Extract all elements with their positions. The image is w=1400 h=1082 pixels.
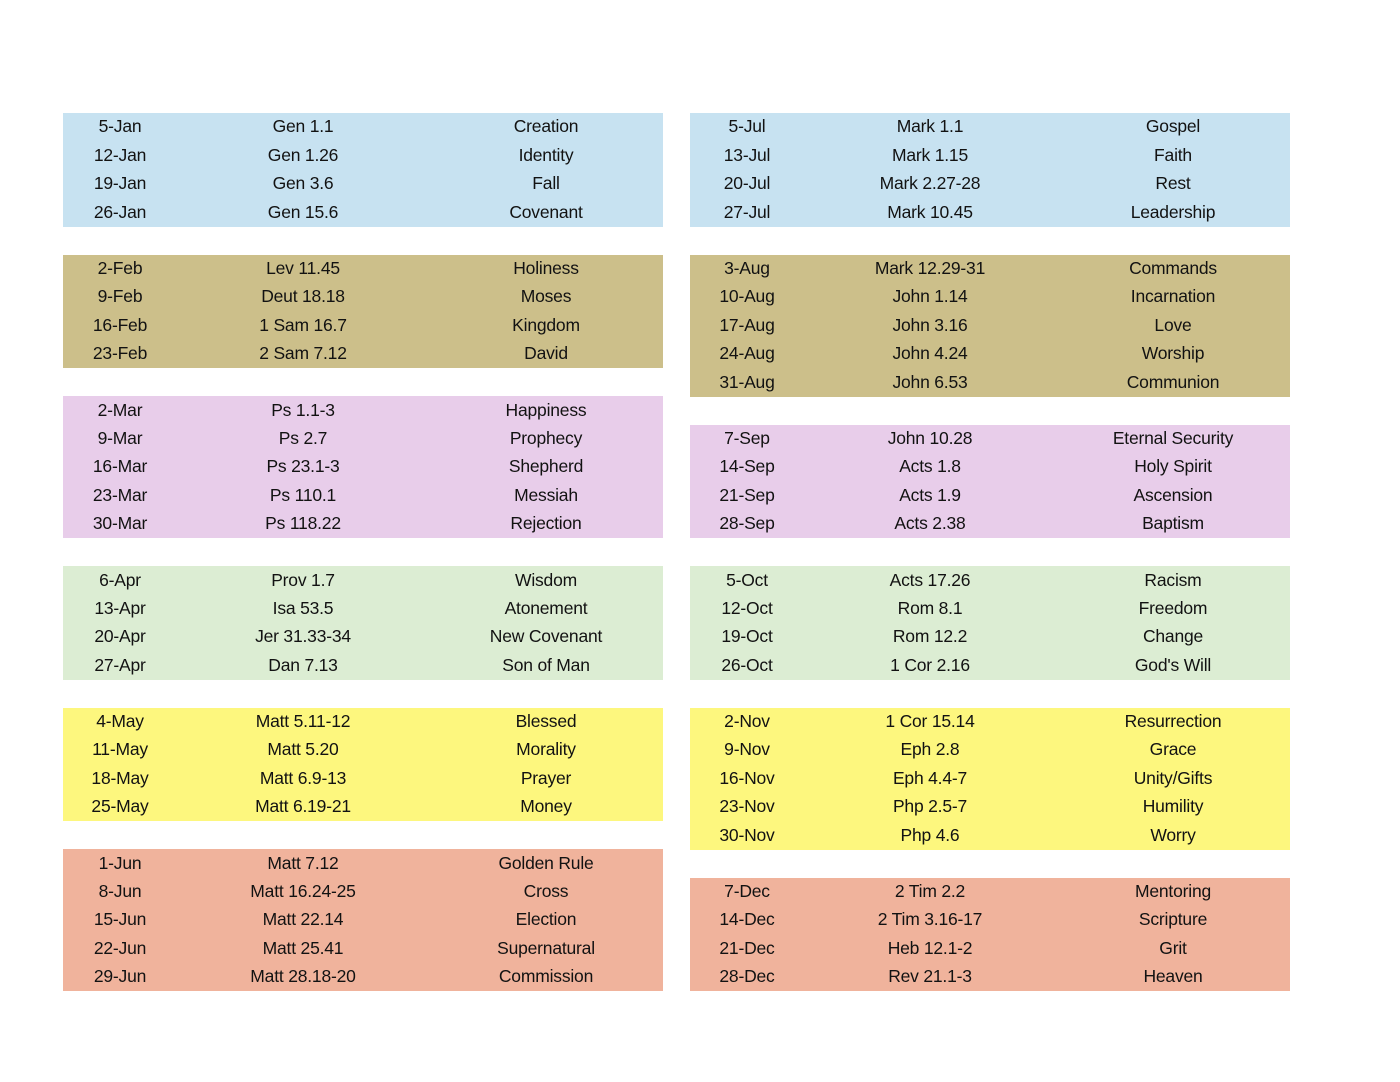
topic-cell: Humility — [1142, 796, 1204, 817]
schedule-row — [63, 255, 663, 283]
date-cell: 17-Aug — [719, 314, 775, 335]
schedule-row — [63, 481, 663, 509]
reference-cell: Matt 28.18-20 — [250, 966, 356, 987]
topic-cell: Creation — [513, 116, 579, 137]
reference-cell: Matt 16.24-25 — [250, 881, 356, 902]
date-cell: 16-Nov — [719, 767, 775, 788]
date-cell: 6-Apr — [99, 569, 141, 590]
reference-cell: John 3.16 — [892, 314, 968, 335]
topic-cell: Baptism — [1142, 513, 1204, 534]
schedule-row — [690, 113, 1290, 141]
topic-cell: Blessed — [515, 711, 577, 732]
reference-cell: Prov 1.7 — [271, 569, 335, 590]
month-block-august — [690, 255, 1290, 397]
reference-cell: 2 Tim 2.2 — [894, 881, 966, 902]
topic-cell: Racism — [1144, 569, 1202, 590]
date-cell: 23-Feb — [92, 343, 148, 364]
date-cell: 1-Jun — [98, 852, 142, 873]
schedule-row — [690, 878, 1290, 906]
topic-cell: Freedom — [1138, 597, 1208, 618]
reference-cell: Rom 12.2 — [892, 626, 968, 647]
topic-cell: Holiness — [513, 258, 579, 278]
date-cell: 2-Nov — [724, 711, 770, 732]
date-cell: 22-Jun — [93, 937, 147, 958]
schedule-row — [690, 141, 1290, 169]
reference-cell: Matt 25.41 — [262, 937, 344, 958]
date-cell: 13-Apr — [94, 597, 146, 618]
reference-cell: Ps 118.22 — [265, 513, 341, 534]
date-cell: 9-Nov — [724, 739, 770, 760]
schedule-row — [690, 283, 1290, 311]
topic-cell: Commands — [1129, 258, 1217, 278]
topic-cell: Gospel — [1145, 116, 1201, 137]
reference-cell: Mark 12.29-31 — [874, 258, 986, 278]
schedule-row — [690, 736, 1290, 764]
reference-cell: John 10.28 — [887, 427, 973, 448]
topic-cell: Eternal Security — [1112, 427, 1234, 448]
month-block-april — [63, 566, 663, 680]
topic-cell: Golden Rule — [498, 852, 594, 873]
schedule-row — [690, 425, 1290, 453]
month-block-february — [63, 255, 663, 369]
reference-cell: Mark 2.27-28 — [879, 173, 981, 194]
topic-cell: Supernatural — [497, 937, 595, 958]
date-cell: 21-Sep — [719, 484, 775, 505]
date-cell: 24-Aug — [719, 343, 775, 364]
date-cell: 16-Mar — [92, 456, 148, 477]
date-cell: 20-Jul — [723, 173, 771, 194]
topic-cell: Shepherd — [508, 456, 584, 477]
schedule-row — [63, 283, 663, 311]
topic-cell: Prophecy — [509, 427, 583, 448]
schedule-row — [63, 141, 663, 169]
date-cell: 26-Jan — [93, 201, 147, 222]
date-cell: 9-Mar — [97, 427, 143, 448]
schedule-row — [63, 198, 663, 226]
topic-cell: New Covenant — [489, 626, 603, 647]
date-cell: 8-Jun — [98, 881, 142, 902]
reference-cell: 1 Cor 15.14 — [885, 711, 975, 732]
topic-cell: Kingdom — [512, 314, 580, 335]
date-cell: 30-Mar — [92, 513, 148, 534]
schedule-row — [63, 793, 663, 821]
date-cell: 28-Sep — [719, 513, 775, 534]
topic-cell: Heaven — [1143, 966, 1203, 987]
schedule-row — [690, 594, 1290, 622]
reference-cell: Acts 17.26 — [889, 569, 971, 590]
date-cell: 5-Jan — [98, 116, 142, 137]
reference-cell: Acts 1.9 — [899, 484, 961, 505]
schedule-row — [690, 623, 1290, 651]
month-block-june — [63, 849, 663, 991]
reference-cell: Matt 22.14 — [262, 909, 344, 930]
date-cell: 10-Aug — [719, 286, 775, 307]
date-cell: 26-Oct — [721, 654, 773, 675]
schedule-row — [690, 311, 1290, 339]
reference-cell: 1 Cor 2.16 — [890, 654, 970, 675]
reference-cell: Php 4.6 — [900, 824, 960, 845]
topic-cell: Prayer — [520, 767, 572, 788]
schedule-row — [63, 170, 663, 198]
topic-cell: Messiah — [514, 484, 578, 505]
schedule-row — [690, 170, 1290, 198]
schedule-row — [63, 425, 663, 453]
topic-cell: Cross — [523, 881, 569, 902]
schedule-row — [63, 340, 663, 368]
topic-cell: Identity — [518, 144, 574, 165]
schedule-row — [63, 396, 663, 424]
schedule-row — [63, 963, 663, 991]
month-block-december — [690, 878, 1290, 992]
schedule-row — [690, 906, 1290, 934]
date-cell: 20-Apr — [94, 626, 146, 647]
topic-cell: Election — [515, 909, 577, 930]
schedule-column-first-half — [63, 113, 663, 991]
topic-cell: Grace — [1149, 739, 1197, 760]
schedule-row — [690, 708, 1290, 736]
topic-cell: Love — [1154, 314, 1192, 335]
topic-cell: Grit — [1159, 937, 1187, 958]
date-cell: 28-Dec — [719, 966, 775, 987]
reading-plan — [63, 113, 1290, 991]
reference-cell: Mark 1.1 — [896, 116, 964, 137]
topic-cell: Wisdom — [515, 569, 577, 590]
schedule-row — [63, 736, 663, 764]
reference-cell: John 1.14 — [892, 286, 968, 307]
reference-cell: Mark 1.15 — [891, 144, 968, 165]
reference-cell: Ps 110.1 — [269, 484, 337, 505]
reference-cell: Deut 18.18 — [261, 286, 345, 307]
schedule-row — [690, 198, 1290, 226]
reference-cell: Dan 7.13 — [268, 654, 338, 675]
reference-cell: Acts 1.8 — [899, 456, 961, 477]
date-cell: 16-Feb — [92, 314, 148, 335]
schedule-column-second-half — [690, 113, 1290, 991]
reference-cell: 1 Sam 16.7 — [259, 314, 347, 335]
schedule-row — [63, 566, 663, 594]
reference-cell: Ps 23.1-3 — [266, 456, 340, 477]
topic-cell: Holy Spirit — [1134, 456, 1212, 477]
reference-cell: Ps 2.7 — [278, 427, 328, 448]
reference-cell: Eph 4.4-7 — [892, 767, 968, 788]
date-cell: 29-Jun — [93, 966, 147, 987]
reference-cell: Gen 3.6 — [272, 173, 334, 194]
schedule-row — [63, 878, 663, 906]
reference-cell: Ps 1.1-3 — [271, 399, 335, 420]
topic-cell: Incarnation — [1130, 286, 1216, 307]
reference-cell: Lev 11.45 — [266, 258, 340, 278]
date-cell: 14-Sep — [719, 456, 775, 477]
reference-cell: John 6.53 — [892, 371, 968, 392]
schedule-row — [63, 594, 663, 622]
month-block-march — [63, 396, 663, 538]
reference-cell: 2 Sam 7.12 — [259, 343, 347, 364]
date-cell: 3-Aug — [724, 258, 770, 278]
date-cell: 9-Feb — [97, 286, 143, 307]
topic-cell: Happiness — [505, 399, 587, 420]
reference-cell: Heb 12.1-2 — [887, 937, 973, 958]
topic-cell: Fall — [532, 173, 560, 194]
date-cell: 2-Mar — [97, 399, 143, 420]
schedule-row — [63, 453, 663, 481]
month-block-october — [690, 566, 1290, 680]
schedule-row — [63, 651, 663, 679]
date-cell: 12-Oct — [721, 597, 773, 618]
date-cell: 5-Oct — [726, 569, 768, 590]
reference-cell: Isa 53.5 — [272, 597, 334, 618]
schedule-row — [63, 849, 663, 877]
schedule-row — [63, 934, 663, 962]
reference-cell: 2 Tim 3.16-17 — [877, 909, 983, 930]
schedule-row — [690, 963, 1290, 991]
topic-cell: Morality — [516, 739, 576, 760]
date-cell: 18-May — [91, 767, 149, 788]
month-block-july — [690, 113, 1290, 227]
reference-cell: Matt 5.20 — [267, 739, 339, 760]
topic-cell: Faith — [1154, 144, 1192, 165]
reference-cell: Eph 2.8 — [900, 739, 960, 760]
reference-cell: Matt 7.12 — [267, 852, 339, 873]
schedule-row — [63, 906, 663, 934]
schedule-row — [63, 764, 663, 792]
date-cell: 12-Jan — [93, 144, 147, 165]
topic-cell: Moses — [520, 286, 572, 307]
date-cell: 13-Jul — [723, 144, 771, 165]
date-cell: 31-Aug — [719, 371, 775, 392]
topic-cell: Rest — [1155, 173, 1191, 194]
date-cell: 23-Mar — [92, 484, 148, 505]
topic-cell: Unity/Gifts — [1133, 767, 1213, 788]
reference-cell: Php 2.5-7 — [892, 796, 968, 817]
date-cell: 19-Oct — [721, 626, 773, 647]
schedule-row — [690, 764, 1290, 792]
reference-cell: Gen 1.1 — [272, 116, 334, 137]
schedule-row — [63, 510, 663, 538]
topic-cell: Ascension — [1133, 484, 1213, 505]
topic-cell: Rejection — [510, 513, 582, 534]
topic-cell: David — [524, 343, 568, 364]
topic-cell: Communion — [1126, 371, 1220, 392]
schedule-row — [690, 934, 1290, 962]
reference-cell: Gen 15.6 — [267, 201, 339, 222]
topic-cell: Leadership — [1130, 201, 1216, 222]
topic-cell: Scripture — [1138, 909, 1208, 930]
date-cell: 30-Nov — [719, 824, 775, 845]
schedule-row — [690, 821, 1290, 849]
topic-cell: Atonement — [504, 597, 588, 618]
schedule-row — [690, 453, 1290, 481]
schedule-row — [690, 255, 1290, 283]
schedule-row — [690, 481, 1290, 509]
reference-cell: Jer 31.33-34 — [255, 626, 351, 647]
topic-cell: Worship — [1141, 343, 1205, 364]
topic-cell: Worry — [1150, 824, 1196, 845]
topic-cell: Covenant — [509, 201, 583, 222]
topic-cell: God's Will — [1134, 654, 1212, 675]
topic-cell: Resurrection — [1124, 711, 1222, 732]
topic-cell: Son of Man — [502, 654, 590, 675]
reference-cell: Rev 21.1-3 — [888, 966, 972, 987]
reference-cell: Acts 2.38 — [894, 513, 966, 534]
date-cell: 23-Nov — [719, 796, 775, 817]
schedule-row — [63, 311, 663, 339]
topic-cell: Change — [1142, 626, 1204, 647]
topic-cell: Money — [520, 796, 572, 817]
reference-cell: Mark 10.45 — [887, 201, 973, 222]
date-cell: 27-Jul — [723, 201, 771, 222]
date-cell: 15-Jun — [93, 909, 147, 930]
topic-cell: Mentoring — [1134, 881, 1212, 902]
topic-cell: Commission — [498, 966, 594, 987]
date-cell: 11-May — [92, 739, 148, 760]
date-cell: 7-Sep — [724, 427, 770, 448]
month-block-january — [63, 113, 663, 227]
schedule-row — [690, 793, 1290, 821]
schedule-row — [690, 368, 1290, 396]
date-cell: 25-May — [91, 796, 149, 817]
reference-cell: Matt 6.9-13 — [259, 767, 347, 788]
reference-cell: Gen 1.26 — [267, 144, 339, 165]
schedule-row — [63, 113, 663, 141]
date-cell: 21-Dec — [719, 937, 775, 958]
reference-cell: Matt 5.11-12 — [255, 711, 351, 732]
date-cell: 19-Jan — [93, 173, 147, 194]
schedule-row — [690, 340, 1290, 368]
date-cell: 27-Apr — [94, 654, 146, 675]
schedule-row — [690, 651, 1290, 679]
month-block-september — [690, 425, 1290, 539]
schedule-row — [690, 566, 1290, 594]
date-cell: 14-Dec — [719, 909, 775, 930]
date-cell: 4-May — [96, 711, 144, 732]
date-cell: 7-Dec — [724, 881, 770, 902]
reference-cell: John 4.24 — [892, 343, 968, 364]
month-block-november — [690, 708, 1290, 850]
date-cell: 2-Feb — [97, 258, 143, 278]
month-block-may — [63, 708, 663, 822]
schedule-row — [63, 708, 663, 736]
schedule-row — [63, 623, 663, 651]
reference-cell: Matt 6.19-21 — [255, 796, 351, 817]
schedule-row — [690, 510, 1290, 538]
date-cell: 5-Jul — [728, 116, 766, 137]
reference-cell: Rom 8.1 — [897, 597, 963, 618]
